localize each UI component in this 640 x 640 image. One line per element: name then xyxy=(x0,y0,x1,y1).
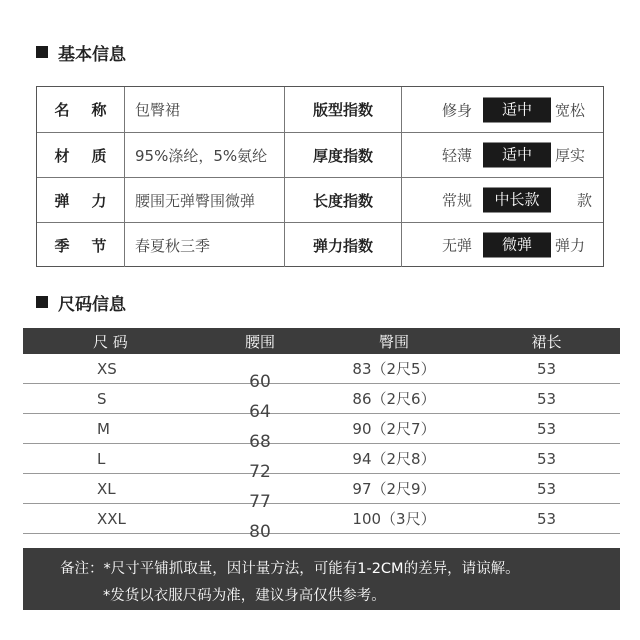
table-row xyxy=(23,504,620,542)
length-cell: 53 xyxy=(536,389,557,408)
length-cell: 53 xyxy=(536,359,557,378)
size-cell: S xyxy=(97,389,107,408)
index-label: 版型指数 xyxy=(285,87,402,132)
length-cell: 53 xyxy=(536,419,557,438)
header-length: 裙长 xyxy=(531,332,562,351)
table-row xyxy=(23,384,620,422)
scale-option-selected: 适中 xyxy=(483,143,551,168)
scale-option: 款 xyxy=(577,191,593,210)
size-cell: XL xyxy=(97,479,116,498)
info-row-material xyxy=(37,132,603,177)
size-table-header xyxy=(23,328,620,354)
note-banner xyxy=(23,548,620,610)
size-cell: M xyxy=(97,419,110,438)
waist-cell: 72 xyxy=(249,462,271,482)
hip-cell: 83（2尺5） xyxy=(352,360,436,378)
size-table xyxy=(23,328,620,542)
table-row xyxy=(23,414,620,452)
waist-cell: 64 xyxy=(249,402,271,422)
table-row xyxy=(23,474,620,512)
index-scale xyxy=(402,178,603,222)
info-label: 材 质 xyxy=(37,133,125,177)
info-row-elasticity xyxy=(37,177,603,222)
table-row xyxy=(23,444,620,482)
size-info-heading xyxy=(36,292,126,315)
hip-cell: 94（2尺8） xyxy=(352,450,436,468)
scale-option: 厚实 xyxy=(555,146,586,165)
scale-option-selected: 中长款 xyxy=(483,188,551,213)
waist-cell: 80 xyxy=(249,522,271,542)
hip-cell: 97（2尺9） xyxy=(352,480,436,498)
index-scale xyxy=(402,223,603,267)
index-label: 厚度指数 xyxy=(285,133,402,177)
index-label: 弹力指数 xyxy=(285,223,402,267)
length-cell: 53 xyxy=(536,479,557,498)
note-line-1: 备注：*尺寸平铺抓取量，因计量方法，可能有1-2CM的差异，请谅解。 xyxy=(60,561,520,577)
square-bullet-icon xyxy=(36,296,48,308)
scale-option-selected: 微弹 xyxy=(483,233,551,258)
scale-option: 修身 xyxy=(442,101,473,119)
header-waist: 腰围 xyxy=(244,332,275,351)
size-cell: XS xyxy=(97,359,117,378)
size-cell: XXL xyxy=(97,509,126,528)
scale-option: 无弹 xyxy=(442,236,473,255)
scale-option: 宽松 xyxy=(555,101,586,119)
scale-option: 轻薄 xyxy=(442,146,473,165)
info-row-season xyxy=(37,222,603,267)
length-cell: 53 xyxy=(536,449,557,468)
basic-info-heading xyxy=(36,42,126,65)
info-value: 腰围无弹臀围微弹 xyxy=(125,178,285,222)
info-label: 弹 力 xyxy=(37,178,125,222)
hip-cell: 90（2尺7） xyxy=(352,420,436,438)
basic-info-table xyxy=(36,86,604,267)
hip-cell: 86（2尺6） xyxy=(352,390,436,408)
scale-option: 弹力 xyxy=(555,236,586,255)
waist-cell: 68 xyxy=(249,432,271,452)
scale-option: 常规 xyxy=(442,191,473,210)
info-value: 春夏秋三季 xyxy=(125,223,285,267)
table-row xyxy=(23,354,620,392)
note-line-2: *发货以衣服尺码为准，建议身高仅供参考。 xyxy=(103,588,386,604)
index-scale xyxy=(402,133,603,177)
size-cell: L xyxy=(97,449,106,468)
info-value: 95%涤纶，5%氨纶 xyxy=(125,133,285,177)
length-cell: 53 xyxy=(536,509,557,528)
hip-cell: 100（3尺） xyxy=(352,510,436,528)
square-bullet-icon xyxy=(36,46,48,58)
info-label: 季 节 xyxy=(37,223,125,267)
scale-option-selected: 适中 xyxy=(483,97,551,122)
info-value: 包臀裙 xyxy=(125,87,285,132)
basic-info-title: 基本信息 xyxy=(58,44,126,65)
index-scale xyxy=(402,87,603,132)
index-label: 长度指数 xyxy=(285,178,402,222)
header-hip: 臀围 xyxy=(378,332,409,351)
info-label: 名 称 xyxy=(37,87,125,132)
header-size: 尺 码 xyxy=(93,332,128,351)
waist-cell: 60 xyxy=(249,372,271,392)
waist-cell: 77 xyxy=(249,492,271,512)
info-row-name xyxy=(37,87,603,132)
size-info-title: 尺码信息 xyxy=(58,294,126,315)
